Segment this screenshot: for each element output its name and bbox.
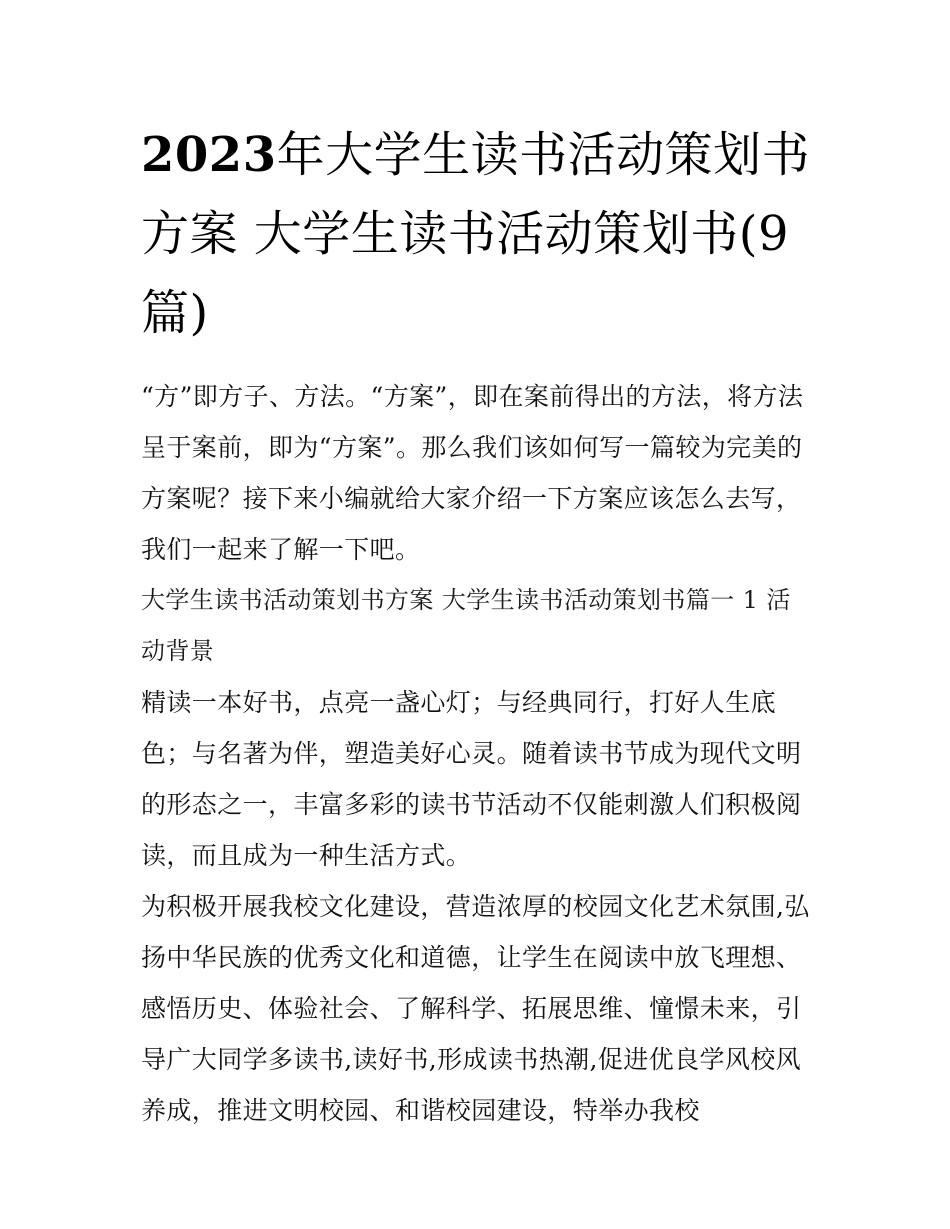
intro-paragraph: “方”即方子、方法。“方案”，即在案前得出的方法，将方法呈于案前，即为“方案”。那么我们该如何写一篇较为完美的方案呢？接下来小编就给大家介绍一下方案应该怎么去写，我们一起来了解一下吧。 bbox=[141, 382, 804, 564]
section-heading: 大学生读书活动策划书方案 大学生读书活动策划书篇一 1 活动背景 bbox=[141, 586, 791, 665]
document-title bbox=[141, 116, 813, 353]
title-year: 2023 bbox=[141, 127, 277, 183]
background-paragraph: 精读一本好书，点亮一盏心灯；与经典同行，打好人生底色；与名著为伴，塑造美好心灵。随着读书节成为现代文明的形态之一，丰富多彩的读书节活动不仅能刺激人们积极阅读，而且成为一种生活方式。 bbox=[141, 688, 802, 870]
purpose-paragraph: 为积极开展我校文化建设，营造浓厚的校园文化艺术氛围,弘扬中华民族的优秀文化和道德，让学生在阅读中放飞理想、感悟历史、体验社会、了解科学、拓展思维、憧憬未来，引导广大同学多读书,读好书,形成读书热潮,促进优良学风校风养成，推进文明校园、和谐校园建设，特举办我校 bbox=[141, 892, 810, 1125]
document-content bbox=[141, 116, 813, 1136]
title-text: 年大学生读书活动策划书方案 大学生读书活动策划书(9篇) bbox=[141, 127, 811, 341]
